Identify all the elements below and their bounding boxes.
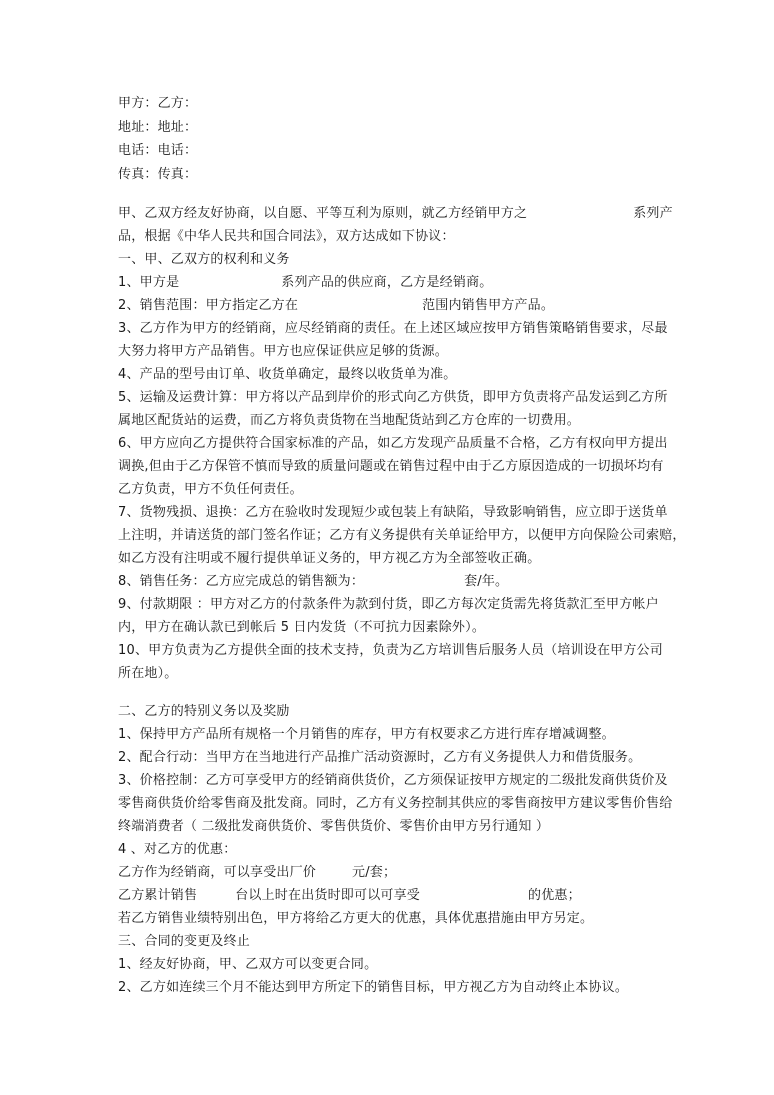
discount-2-text-c: 的优惠； xyxy=(528,888,581,903)
s1-item-6-line-1: 6、甲方应向乙方提供符合国家标准的产品，如乙方发现产品质量不合格，乙方有权向甲方提出 xyxy=(118,436,668,451)
s1-item-1-text-b: 系列产品的供应商，乙方是经销商。 xyxy=(281,275,493,290)
s1-item-3-line-1: 3、乙方作为甲方的经销商，应尽经销商的责任。在上述区域应按甲方销售策略销售要求，尽最 xyxy=(118,321,668,336)
s2-item-4: 4 、对乙方的优惠： xyxy=(118,842,237,857)
address-line: 地址：地址： xyxy=(118,120,198,135)
intro-line-2: 品，根据《中华人民共和国合同法》，双方达成如下协议： xyxy=(118,229,455,244)
discount-1-text-a: 乙方作为经销商，可以享受出厂价 xyxy=(118,865,317,880)
s1-item-7-line-2: 上注明，并请送货的部门签名作证；乙方有义务提供有关单证给甲方，以便甲方向保险公司索赔， xyxy=(118,528,686,543)
s1-item-7-line-1: 7、货物残损、退换：乙方在验收时发现短少或包装上有缺陷，导致影响销售，应立即于送货单 xyxy=(118,505,668,520)
s3-item-1: 1、经友好协商，甲、乙双方可以变更合同。 xyxy=(118,957,378,972)
s1-item-5-line-1: 5、运输及运费计算：甲方将以产品到岸价的形式向乙方供货，即甲方负责将产品发运到乙方所 xyxy=(118,390,668,405)
s1-item-2-text-b: 范围内销售甲方产品。 xyxy=(422,298,555,313)
s3-item-2: 2、乙方如连续三个月不能达到甲方所定下的销售目标，甲方视乙方为自动终止本协议。 xyxy=(118,980,629,995)
intro-text-b: 系列产 xyxy=(633,206,673,221)
s1-item-10-line-2: 所在地）。 xyxy=(118,666,178,681)
s2-discount-line-1 xyxy=(118,865,658,881)
s1-item-3-line-2: 大努力将甲方产品销售。甲方也应保证供应足够的货源。 xyxy=(118,344,449,359)
section-3-heading: 三、合同的变更及终止 xyxy=(118,934,251,949)
s1-item-1-text-a: 1、甲方是 xyxy=(118,275,180,290)
s1-item-2-text-a: 2、销售范围：甲方指定乙方在 xyxy=(118,298,299,313)
intro-line-1 xyxy=(118,206,673,222)
s1-item-9-line-2: 内，甲方在确认款已到帐后 5 日内发货（不可抗力因素除外）。 xyxy=(118,620,486,635)
s2-discount-line-3: 若乙方销售业绩特别出色，甲方将给乙方更大的优惠，具体优惠措施由甲方另定。 xyxy=(118,911,594,926)
s1-item-10-line-1: 10、甲方负责为乙方提供全面的技术支持，负责为乙方培训售后服务人员（培训设在甲方公司 xyxy=(118,643,663,658)
s1-item-6-line-3: 乙方负责，甲方不负任何责任。 xyxy=(118,482,303,497)
s2-item-3-line-1: 3、价格控制：乙方可享受甲方的经销商供货价，乙方须保证按甲方规定的二级批发商供货价及 xyxy=(118,773,668,788)
s2-item-3-line-2: 零售商供货价给零售商及批发商。同时，乙方有义务控制其供应的零售商按甲方建议零售价售给 xyxy=(118,796,673,811)
s1-item-2 xyxy=(118,298,658,314)
section-1-heading: 一、甲、乙双方的权利和义务 xyxy=(118,252,290,267)
s2-item-1: 1、保持甲方产品所有规格一个月销售的库存，甲方有权要求乙方进行库存增减调整。 xyxy=(118,727,615,742)
s1-item-4: 4、产品的型号由订单、收货单确定，最终以收货单为准。 xyxy=(118,367,457,382)
s2-item-2: 2、配合行动：当甲方在当地进行产品推广活动资源时，乙方有义务提供人力和借货服务。 xyxy=(118,750,642,765)
s1-item-8 xyxy=(118,574,658,590)
s1-item-7-line-3: 如乙方没有注明或不履行提供单证义务的，甲方视乙方为全部签收正确。 xyxy=(118,551,541,566)
s2-discount-line-2 xyxy=(118,888,658,904)
s1-item-5-line-2: 属地区配货站的运费，而乙方将负责货物在当地配货站到乙方仓库的一切费用。 xyxy=(118,413,581,428)
discount-2-text-a: 乙方累计销售 xyxy=(118,888,198,903)
phone-line: 电话：电话： xyxy=(118,143,198,158)
section-2-heading: 二、乙方的特别义务以及奖励 xyxy=(118,704,290,719)
discount-2-text-b: 台以上时在出货时即可以可享受 xyxy=(235,888,421,903)
fax-line: 传真：传真： xyxy=(118,167,198,182)
discount-1-text-b: 元/套； xyxy=(352,865,397,880)
s1-item-1 xyxy=(118,275,658,291)
s2-item-3-line-3: 终端消费者（ 二级批发商供货价、零售供货价、零售价由甲方另行通知 ） xyxy=(118,819,550,834)
s1-item-8-text-a: 8、销售任务：乙方应完成总的销售额为： xyxy=(118,574,365,589)
intro-text-a: 甲、乙双方经友好协商，以自愿、平等互利为原则，就乙方经销甲方之 xyxy=(118,206,528,221)
s1-item-9-line-1: 9、付款期限 ：甲方对乙方的付款条件为款到付货，即乙方每次定货需先将货款汇至甲方帐户 xyxy=(118,597,659,612)
s1-item-6-line-2: 调换,但由于乙方保管不慎而导致的质量问题或在销售过程中由于乙方原因造成的一切损坏均有 xyxy=(118,459,664,474)
s1-item-8-text-b: 套/年。 xyxy=(464,574,509,589)
party-line: 甲方：乙方： xyxy=(118,96,198,111)
